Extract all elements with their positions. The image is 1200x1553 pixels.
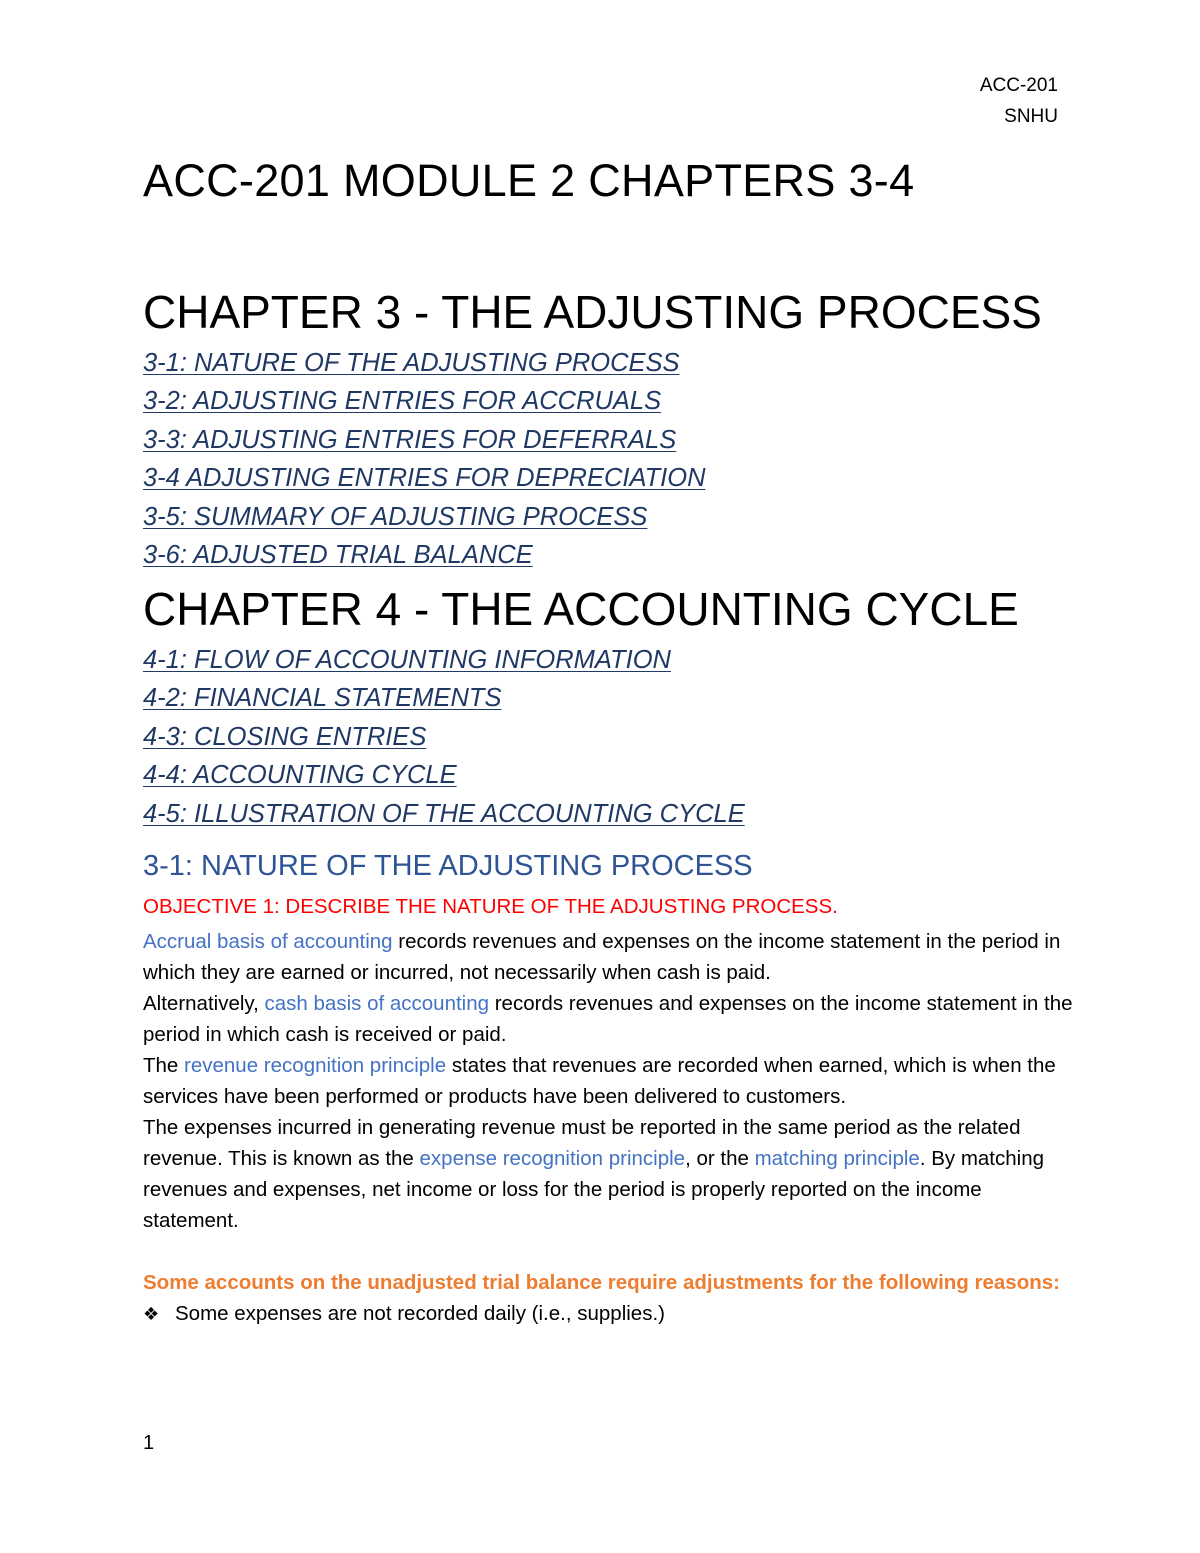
term-matching-principle: matching principle [754,1147,920,1170]
toc-item [143,718,745,756]
toc-item [143,641,745,679]
chapter-4-toc [143,641,745,833]
diamond-bullet-icon: ❖ [143,1304,160,1324]
toc-link-3-2[interactable]: 3-2: ADJUSTING ENTRIES FOR ACCRUALS [143,387,662,416]
toc-link-3-3[interactable]: 3-3: ADJUSTING ENTRIES FOR DEFERRALS [143,425,677,454]
toc-item [143,679,745,717]
paragraph-accrual: Accrual basis of accounting records revenues and expenses on the income statement in the period in which they are earned or incurred, not necessarily when cash is paid. [143,930,1061,984]
bullet-text: Some expenses are not recorded daily (i.e., supplies.) [175,1302,665,1325]
toc-link-3-1[interactable]: 3-1: NATURE OF THE ADJUSTING PROCESS [143,349,680,377]
page-number: 1 [143,1432,155,1454]
toc-link-4-4[interactable]: 4-4: ACCOUNTING CYCLE [143,761,457,790]
spacer [143,1236,1073,1267]
toc-item [143,795,745,833]
chapter-3-toc [143,344,705,574]
document-title: ACC-201 MODULE 2 CHAPTERS 3-4 [143,155,915,206]
toc-link-3-6[interactable]: 3-6: ADJUSTED TRIAL BALANCE [143,540,533,569]
paragraph-revenue-recognition: The revenue recognition principle states that revenues are recorded when earned, which is when the services have been performed or products have been delivered to customers. [143,1054,1056,1108]
toc-link-4-1[interactable]: 4-1: FLOW OF ACCOUNTING INFORMATION [143,646,671,674]
section-body [143,926,1073,1330]
section-heading: 3-1: NATURE OF THE ADJUSTING PROCESS [143,850,753,882]
paragraph-expense-recognition: The expenses incurred in generating revenue must be reported in the same period as the related revenue. This is known as the expense recognition principle, or the matching principle. By matching revenues and expenses, net income or loss for the period is properly reported on the income statement. [143,1116,1045,1232]
paragraph-cash-basis: Alternatively, cash basis of accounting records revenues and expenses on the income statement in the period in which cash is received or paid. [143,992,1073,1046]
term-revenue-recognition: revenue recognition principle [184,1054,447,1077]
header-school: SNHU [1004,106,1058,127]
toc-item [143,421,705,459]
reasons-heading: Some accounts on the unadjusted trial balance require adjustments for the following reasons: [143,1271,1060,1294]
toc-item [143,459,705,497]
header-course: ACC-201 [979,75,1058,96]
term-cash-basis: cash basis of accounting [264,992,490,1015]
toc-item [143,536,705,574]
toc-link-3-5[interactable]: 3-5: SUMMARY OF ADJUSTING PROCESS [143,502,648,531]
list-item [143,1298,1073,1330]
toc-item [143,382,705,420]
toc-link-4-3[interactable]: 4-3: CLOSING ENTRIES [143,722,427,751]
toc-link-4-5[interactable]: 4-5: ILLUSTRATION OF THE ACCOUNTING CYCLE [143,799,745,828]
toc-item [143,344,705,382]
page-header [980,70,1058,132]
term-expense-recognition: expense recognition principle [419,1147,686,1170]
toc-item [143,756,745,794]
chapter-4-heading: CHAPTER 4 - THE ACCOUNTING CYCLE [143,583,1019,635]
objective-text: OBJECTIVE 1: DESCRIBE THE NATURE OF THE ADJUSTING PROCESS. [143,895,838,918]
toc-link-3-4[interactable]: 3-4 ADJUSTING ENTRIES FOR DEPRECIATION [143,464,706,493]
term-accrual-basis: Accrual basis of accounting [143,930,393,953]
chapter-3-heading: CHAPTER 3 - THE ADJUSTING PROCESS [143,286,1042,338]
toc-item [143,498,705,536]
toc-link-4-2[interactable]: 4-2: FINANCIAL STATEMENTS [143,684,502,713]
